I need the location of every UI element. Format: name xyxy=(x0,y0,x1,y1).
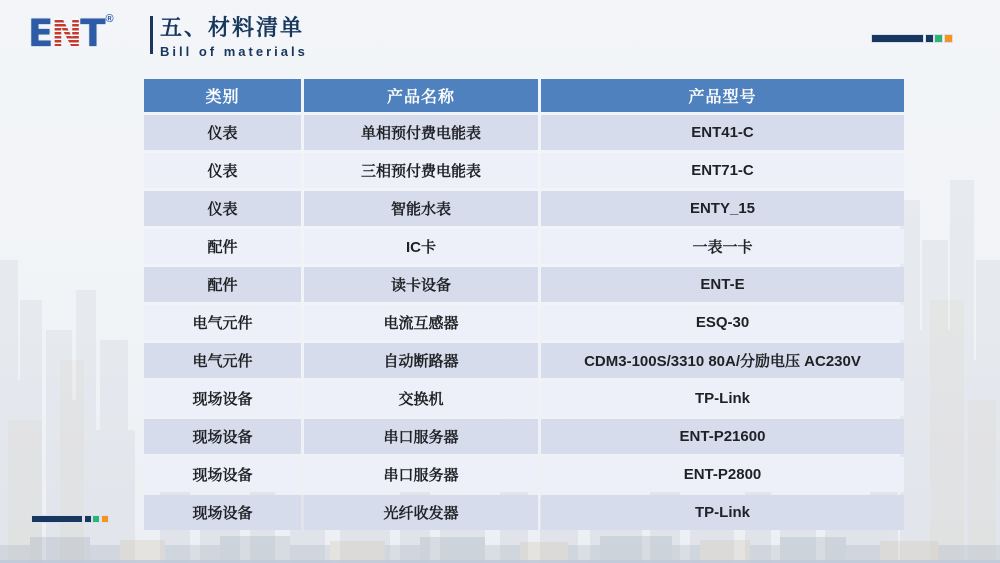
deco-square-orange xyxy=(102,516,108,522)
table-cell: 配件 xyxy=(144,267,301,302)
registered-trademark-icon: ® xyxy=(105,13,114,25)
deco-square-orange xyxy=(945,35,952,42)
table-cell: 配件 xyxy=(144,229,301,264)
table-cell: ENT-P2800 xyxy=(541,457,904,492)
table-cell: 自动断路器 xyxy=(304,343,538,378)
table-cell: 光纤收发器 xyxy=(304,495,538,530)
table-cell: 串口服务器 xyxy=(304,457,538,492)
table-cell: 电气元件 xyxy=(144,305,301,340)
table-cell: TP-Link xyxy=(541,495,904,530)
deco-top-right xyxy=(872,35,952,42)
title-divider xyxy=(150,16,153,54)
deco-bottom-left xyxy=(32,516,108,522)
table-cell: ESQ-30 xyxy=(541,305,904,340)
title-block xyxy=(160,11,308,59)
table-cell: 读卡设备 xyxy=(304,267,538,302)
deco-square-green xyxy=(935,35,942,42)
table-cell: ENT-E xyxy=(541,267,904,302)
table-cell: 现场设备 xyxy=(144,457,301,492)
table-cell: ENT41-C xyxy=(541,115,904,150)
ent-logo-text xyxy=(28,13,104,55)
deco-square-navy xyxy=(926,35,933,42)
table-cell: 仪表 xyxy=(144,153,301,188)
logo-letter-e: E xyxy=(28,12,52,55)
table-cell: 电气元件 xyxy=(144,343,301,378)
table-cell: 智能水表 xyxy=(304,191,538,226)
table-cell: 串口服务器 xyxy=(304,419,538,454)
table-cell: 现场设备 xyxy=(144,419,301,454)
table-cell: CDM3-100S/3310 80A/分励电压 AC230V xyxy=(541,343,904,378)
column-header: 产品名称 xyxy=(304,79,538,112)
deco-bar xyxy=(872,35,923,42)
logo-letter-t: T xyxy=(80,12,104,55)
deco-bar xyxy=(32,516,82,522)
table-cell: ENTY_15 xyxy=(541,191,904,226)
table-cell: 现场设备 xyxy=(144,495,301,530)
table-cell: 仪表 xyxy=(144,115,301,150)
column-header: 类别 xyxy=(144,79,301,112)
deco-square-navy xyxy=(85,516,91,522)
table-cell: IC卡 xyxy=(304,229,538,264)
table-cell: 现场设备 xyxy=(144,381,301,416)
bill-of-materials-table xyxy=(144,79,904,530)
page-subtitle: Bill of materials xyxy=(160,44,308,59)
deco-square-green xyxy=(93,516,99,522)
table-cell: 单相预付费电能表 xyxy=(304,115,538,150)
column-header: 产品型号 xyxy=(541,79,904,112)
table-cell: 交换机 xyxy=(304,381,538,416)
table-cell: 电流互感器 xyxy=(304,305,538,340)
company-logo xyxy=(28,13,114,55)
table-cell: 一表一卡 xyxy=(541,229,904,264)
table-cell: ENT71-C xyxy=(541,153,904,188)
table-cell: TP-Link xyxy=(541,381,904,416)
page-title: 五、材料清单 xyxy=(160,15,305,40)
table-cell: ENT-P21600 xyxy=(541,419,904,454)
table-cell: 仪表 xyxy=(144,191,301,226)
logo-letter-n: N xyxy=(51,12,81,55)
table-cell: 三相预付费电能表 xyxy=(304,153,538,188)
